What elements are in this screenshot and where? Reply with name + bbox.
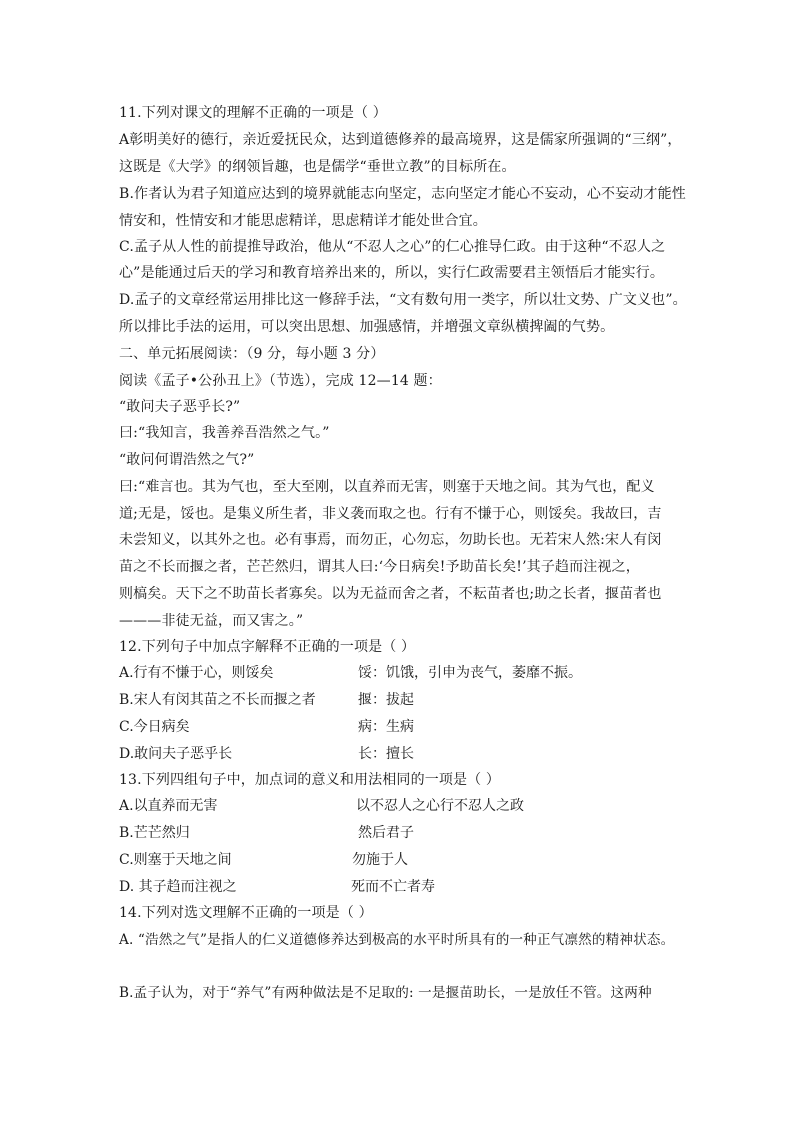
option-pair: 死而不亡者寿 — [351, 879, 435, 895]
passage-line: 曰:“难言也。其为气也，至大至刚，以直养而无害，则塞于天地之间。其为气也，配义 — [119, 479, 655, 495]
option-sentence: D.敢问夫子恶乎长 — [119, 746, 233, 762]
option-sentence: D. 其子趋而注视之 — [119, 879, 237, 895]
q13-stem: 13.下列四组句子中，加点词的意义和用法相同的一项是（ ） — [119, 772, 501, 788]
option-pair: 然后君子 — [358, 825, 414, 841]
option-sentence: A.以直养而无害 — [119, 798, 218, 814]
q11-line: C.孟子从人性的前提推导政治，他从“不忍人之心”的仁心推导仁政。由于这种“不忍人之 — [119, 239, 666, 255]
q14-stem: 14.下列对选文理解不正确的一项是（ ） — [119, 905, 373, 921]
q12-option-c — [119, 718, 414, 736]
q12-option-b — [119, 691, 414, 709]
q11-line: 情安和，性情安和才能思虑精详，思虑精详才能处世合宜。 — [119, 213, 487, 229]
option-sentence: C.则塞于天地之间 — [119, 852, 232, 868]
q11-line: 心”是能通过后天的学习和教育培养出来的，所以，实行仁政需要君主领悟后才能实行。 — [119, 265, 665, 281]
q13-option-c — [119, 851, 408, 869]
q14-option-b: B.孟子认为，对于“养气”有两种做法是不足取的: 一是揠苗助长，一是放任不管。这两种 — [119, 985, 652, 1001]
q12-option-a — [119, 664, 582, 682]
option-sentence: B.宋人有闵其苗之不长而揠之者 — [119, 692, 316, 708]
q11-line: D.孟子的文章经常运用排比这一修辞手法，“文有数句用一类字，所以壮文势、广文义也”。 — [119, 292, 687, 308]
passage-line: “敢问何谓浩然之气?” — [119, 452, 255, 468]
q13-option-a — [119, 797, 524, 815]
option-pair: 勿施于人 — [352, 852, 408, 868]
q11-line: A彰明美好的德行，亲近爱抚民众，达到道德修养的最高境界，这是儒家所强调的“三纲”， — [119, 132, 682, 148]
option-pair: 以不忍人之心行不忍人之政 — [356, 798, 524, 814]
passage-line: ———非徒无益，而又害之。” — [119, 613, 304, 629]
section-heading: 二、单元拓展阅读：（9 分，每小题 3 分） — [119, 346, 385, 362]
option-gloss: 长：擅长 — [358, 746, 414, 762]
option-sentence: B.芒芒然归 — [119, 825, 190, 841]
passage-line: 未尝知义，以其外之也。必有事焉，而勿正，心勿忘，勿助长也。无若宋人然:宋人有闵 — [119, 532, 662, 548]
passage-line: 道;无是，馁也。是集义所生者，非义袭而取之也。行有不慊于心，则馁矣。我故曰，吉 — [119, 506, 662, 522]
option-gloss: 病：生病 — [358, 719, 414, 735]
q13-option-d — [119, 878, 435, 896]
q11-line: 这既是《大学》的纲领旨趣，也是儒学“垂世立教”的目标所在。 — [119, 159, 516, 175]
passage-line: 则槁矣。天下之不助苗长者寡矣。以为无益而舍之者，不耘苗者也;助之长者，揠苗者也 — [119, 586, 662, 602]
reading-intro: 阅读《孟子•公孙丑上》（节选），完成 12—14 题： — [119, 373, 442, 389]
option-sentence: C.今日病矣 — [119, 719, 190, 735]
q12-stem: 12.下列句子中加点字解释不正确的一项是（ ） — [119, 639, 416, 655]
q12-option-d — [119, 745, 414, 763]
q14-option-a: A. “浩然之气”是指人的仁义道德修养达到极高的水平时所具有的一种正气凛然的精神状态。 — [119, 932, 675, 948]
option-gloss: 揠：拔起 — [358, 692, 414, 708]
q11-line: B.作者认为君子知道应达到的境界就能志向坚定，志向坚定才能心不妄动，心不妄动才能性 — [119, 186, 686, 202]
passage-line: “敢问夫子恶乎长?” — [119, 399, 241, 415]
q11-stem: 11.下列对课文的理解不正确的一项是（ ） — [119, 105, 387, 121]
q13-option-b — [119, 824, 414, 842]
option-sentence: A.行有不慊于心，则馁矣 — [119, 665, 274, 681]
q11-line: 所以排比手法的运用，可以突出思想、加强感情，并增强文章纵横捭阖的气势。 — [119, 319, 615, 335]
passage-line: 曰:“我知言，我善养吾浩然之气。” — [119, 425, 330, 441]
option-gloss: 馁：饥饿，引申为丧气，萎靡不振。 — [358, 665, 582, 681]
passage-line: 苗之不长而揠之者，芒芒然归，谓其人曰:‘今日病矣!予助苗长矣!’其子趋而注视之， — [119, 559, 640, 575]
